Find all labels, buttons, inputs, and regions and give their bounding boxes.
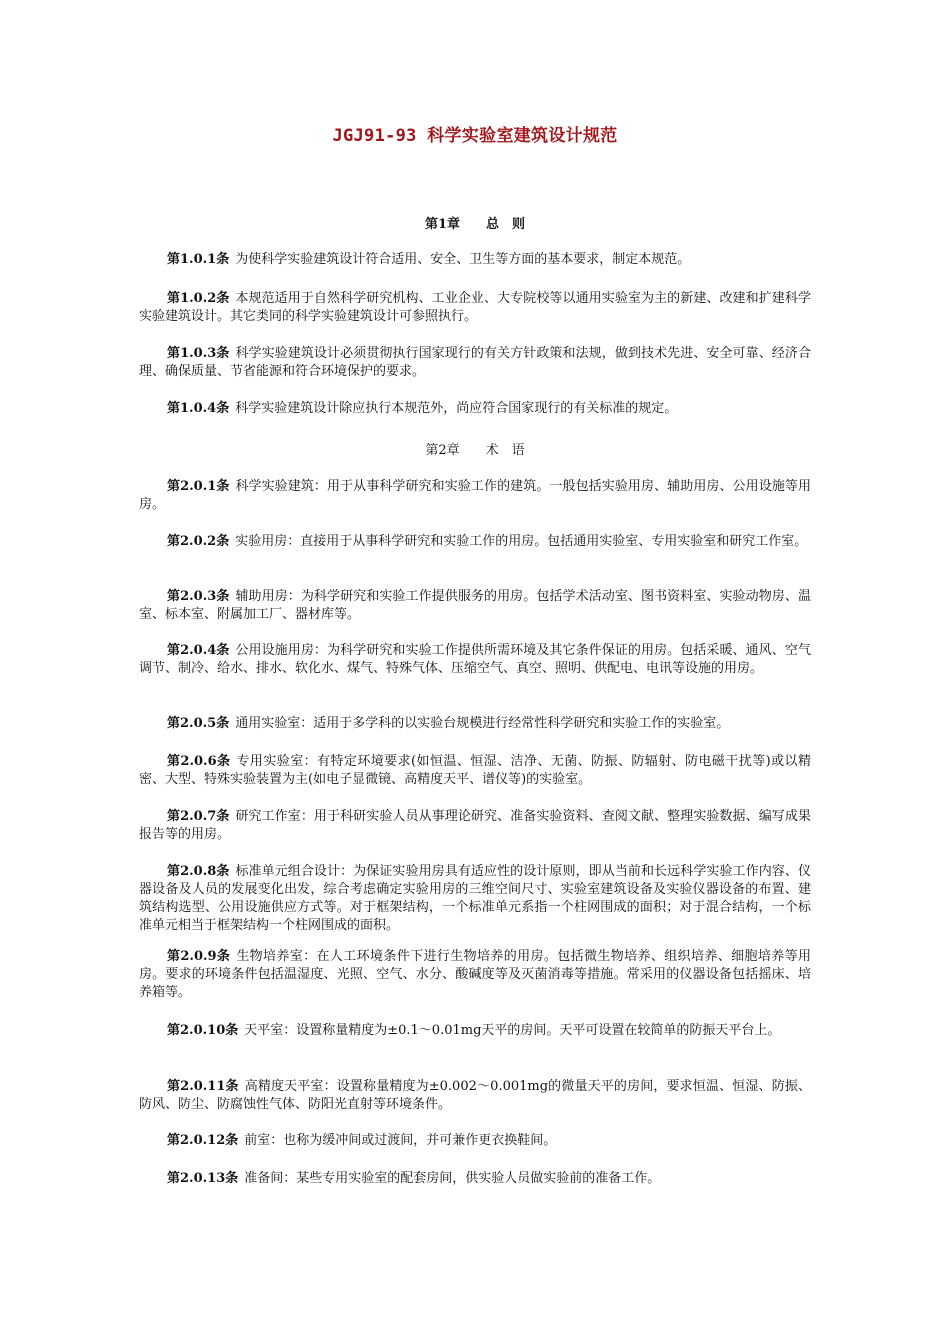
clause-2-0-3 (139, 588, 811, 624)
clause-1-0-4 (139, 400, 811, 418)
clause-2-0-10 (139, 1022, 811, 1040)
clause-text: 科学实验建筑设计必须贯彻执行国家现行的有关方针政策和法规，做到技术先进、安全可靠、经济合理、确保质量、节省能源和符合环境保护的要求。 (139, 346, 811, 379)
clause-2-0-13 (139, 1170, 811, 1188)
clause-number: 第2.0.2条 (167, 534, 230, 549)
clause-text: 前室：也称为缓冲间或过渡间，并可兼作更衣换鞋间。 (244, 1133, 557, 1148)
clause-number: 第2.0.11条 (167, 1079, 239, 1094)
clause-number: 第2.0.12条 (167, 1133, 239, 1148)
clause-1-0-3 (139, 345, 811, 381)
clause-text: 准备间：某些专用实验室的配套房间，供实验人员做实验前的准备工作。 (244, 1171, 661, 1186)
clause-2-0-7 (139, 808, 811, 844)
clause-1-0-2 (139, 290, 811, 326)
clause-2-0-6 (139, 753, 811, 789)
chapter-2-heading: 第2章 术 语 (425, 443, 525, 458)
clause-text: 天平室：设置称量精度为±0.1～0.01mg天平的房间。天平可设置在较简单的防振天平台上。 (244, 1023, 781, 1038)
clause-number: 第2.0.3条 (167, 589, 230, 604)
clause-number: 第1.0.1条 (167, 252, 230, 267)
clause-text: 辅助用房：为科学研究和实验工作提供服务的用房。包括学术活动室、图书资料室、实验动物房、温室、标本室、附属加工厂、器材库等。 (139, 589, 811, 622)
clause-number: 第2.0.10条 (167, 1023, 239, 1038)
clause-text: 科学实验建筑设计除应执行本规范外，尚应符合国家现行的有关标准的规定。 (235, 401, 678, 416)
clause-text: 为使科学实验建筑设计符合适用、安全、卫生等方面的基本要求，制定本规范。 (235, 252, 691, 267)
clause-2-0-1 (139, 478, 811, 514)
clause-2-0-2 (139, 533, 811, 551)
clause-text: 生物培养室：在人工环境条件下进行生物培养的用房。包括微生物培养、组织培养、细胞培养等用房。要求的环境条件包括温湿度、光照、空气、水分、酸碱度等及灭菌消毒等措施。常采用的仪器设备包括摇床、培养箱等。 (139, 949, 811, 1000)
clause-number: 第1.0.4条 (167, 401, 230, 416)
clause-number: 第2.0.13条 (167, 1171, 239, 1186)
clause-number: 第1.0.3条 (167, 346, 230, 361)
clause-number: 第2.0.1条 (167, 479, 230, 494)
clause-number: 第2.0.5条 (167, 716, 230, 731)
clause-text: 公用设施用房：为科学研究和实验工作提供所需环境及其它条件保证的用房。包括采暖、通风、空气调节、制冷、给水、排水、软化水、煤气、特殊气体、压缩空气、真空、照明、供配电、电讯等设施的用房。 (139, 643, 811, 676)
clause-2-0-12 (139, 1132, 811, 1150)
clause-number: 第2.0.4条 (167, 643, 230, 658)
clause-text: 高精度天平室：设置称量精度为±0.002～0.001mg的微量天平的房间，要求恒温、恒湿、防振、防风、防尘、防腐蚀性气体、防阳光直射等环境条件。 (139, 1079, 811, 1112)
clause-2-0-8 (139, 863, 811, 935)
clause-text: 标准单元组合设计：为保证实验用房具有适应性的设计原则，即从当前和长远科学实验工作内容、仪器设备及人员的发展变化出发，综合考虑确定实验用房的三维空间尺寸、实验室建筑设备及实验仪器设备的布置、建筑结构选型、公用设施供应方式等。对于框架结构，一个标准单元系指一个柱网围成的面积；对于混合结构，一个标准单元相当于框架结构一个柱网围成的面积。 (139, 864, 811, 933)
clause-text: 通用实验室：适用于多学科的以实验台规模进行经常性科学研究和实验工作的实验室。 (235, 716, 730, 731)
clause-number: 第1.0.2条 (167, 291, 230, 306)
chapter-1-heading: 第1章 总 则 (424, 217, 526, 232)
clause-2-0-9 (139, 948, 811, 1002)
clause-text: 科学实验建筑：用于从事科学研究和实验工作的建筑。一般包括实验用房、辅助用房、公用设施等用房。 (139, 479, 811, 512)
clause-2-0-5 (139, 715, 811, 733)
document-title: JGJ91-93 科学实验室建筑设计规范 (332, 126, 618, 146)
clause-1-0-1 (139, 251, 811, 269)
clause-text: 研究工作室：用于科研实验人员从事理论研究、准备实验资料、查阅文献、整理实验数据、编写成果报告等的用房。 (139, 809, 811, 842)
clause-text: 实验用房：直接用于从事科学研究和实验工作的用房。包括通用实验室、专用实验室和研究工作室。 (235, 534, 808, 549)
clause-2-0-4 (139, 642, 811, 678)
clause-number: 第2.0.9条 (167, 949, 231, 964)
clause-text: 本规范适用于自然科学研究机构、工业企业、大专院校等以通用实验室为主的新建、改建和扩建科学实验建筑设计。其它类同的科学实验建筑设计可参照执行。 (139, 291, 811, 324)
clause-number: 第2.0.6条 (167, 754, 231, 769)
clause-number: 第2.0.8条 (167, 864, 230, 879)
clause-2-0-11 (139, 1078, 811, 1114)
clause-number: 第2.0.7条 (167, 809, 230, 824)
clause-text: 专用实验室：有特定环境要求(如恒温、恒湿、洁净、无菌、防振、防辐射、防电磁干扰等)或以精密、大型、特殊实验装置为主(如电子显微镜、高精度天平、谱仪等)的实验室。 (139, 754, 811, 787)
